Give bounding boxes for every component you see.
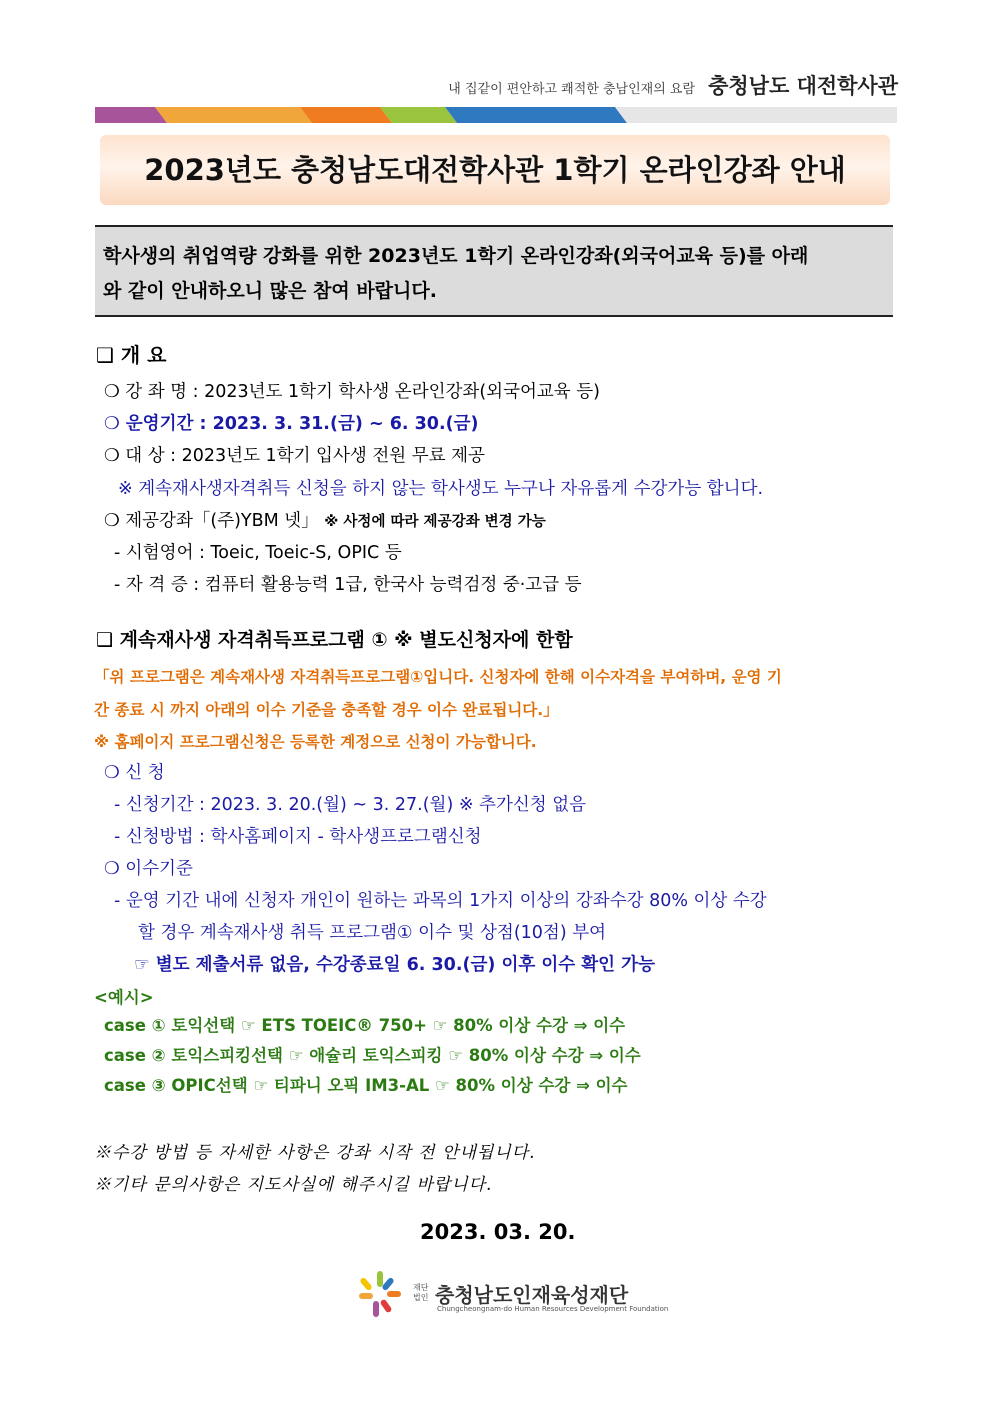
program-notice-1: 「위 프로그램은 계속재사생 자격취득프로그램①입니다. 신청자에 한해 이수자격을 부여하며, 운영 기 (94, 668, 782, 686)
certificates: - 자 격 증 : 컴퓨터 활용능력 1급, 한국사 능력검정 중·고급 등 (114, 575, 582, 595)
example-case-2: case ② 토익스피킹선택 ☞ 애슐리 토익스피킹 ☞ 80% 이상 수강 ⇒ 이수 (104, 1046, 641, 1065)
stripe-2 (155, 107, 312, 123)
intro-line-1: 학사생의 취업역량 강화를 위한 2023년도 1학기 온라인강좌(외국어교육 등)를 아래 (103, 245, 809, 267)
program-heading: ❑ 계속재사생 자격취득프로그램 ① ※ 별도신청자에 한함 (96, 629, 573, 651)
overview-heading: ❑ 개 요 (96, 343, 167, 367)
criteria-line-1: - 운영 기간 내에 신청자 개인이 원하는 과목의 1가지 이상의 강좌수강 80% 이상 수강 (114, 891, 767, 911)
program-notice-3: ※ 홈페이지 프로그램신청은 등록한 계정으로 신청이 가능합니다. (94, 733, 537, 751)
criteria-heading: ❍ 이수기준 (104, 859, 193, 879)
tagline-text: 내 집같이 편안하고 쾌적한 충남인재의 요람 (448, 82, 696, 97)
program-notice-2: 간 종료 시 까지 아래의 이수 기준을 충족할 경우 이수 완료됩니다.」 (94, 701, 559, 719)
target-audience: ❍ 대 상 : 2023년도 1학기 입사생 전원 무료 제공 (104, 446, 485, 466)
logo-name: 충청남도인재육성재단 (435, 1283, 629, 1307)
logo-mark-icon (355, 1269, 405, 1319)
stripe-4 (380, 107, 457, 123)
header-tagline (420, 70, 898, 100)
page-title: 2023년도 충청남도대전학사관 1학기 온라인강좌 안내 (100, 135, 890, 205)
intro-line-2: 와 같이 안내하오니 많은 참여 바랍니다. (103, 280, 437, 302)
apply-method: - 신청방법 : 학사홈페이지 - 학사생프로그램신청 (114, 827, 482, 847)
intro-box (95, 225, 893, 317)
provider-note: ※ 사정에 따라 제공강좌 변경 가능 (324, 514, 546, 530)
course-name: ❍ 강 좌 명 : 2023년도 1학기 학사생 온라인강좌(외국어교육 등) (104, 382, 600, 402)
criteria-note: ☞ 별도 제출서류 없음, 수강종료일 6. 30.(금) 이후 이수 확인 가능 (134, 955, 655, 975)
footer-note-1: ※수강 방법 등 자세한 사항은 강좌 시작 전 안내됩니다. (94, 1143, 536, 1163)
provider-line (104, 508, 546, 535)
example-label: <예시> (94, 988, 154, 1007)
foundation-logo (355, 1265, 669, 1325)
stripe-3 (300, 107, 392, 123)
logo-subtitle: Chungcheongnam-do Human Resources Development Foundation (437, 1305, 669, 1313)
overview-note: ※ 계속재사생자격취득 신청을 하지 않는 학사생도 누구나 자유롭게 수강가능 합니다. (118, 479, 764, 499)
stripe-5 (445, 107, 627, 123)
logo-tag-bottom: 법인 (413, 1293, 429, 1302)
document-date: 2023. 03. 20. (420, 1220, 576, 1244)
stripe-6 (615, 107, 897, 123)
logo-tag (413, 1283, 428, 1303)
provider-text: ❍ 제공강좌「(주)YBM 넷」 (104, 511, 319, 531)
stripe-1 (95, 107, 167, 123)
org-name: 충청남도 대전학사관 (708, 74, 898, 98)
footer-note-2: ※기타 문의사항은 지도사실에 해주시길 바랍니다. (94, 1175, 493, 1195)
exam-english: - 시험영어 : Toeic, Toeic-S, OPIC 등 (114, 543, 402, 563)
apply-heading: ❍ 신 청 (104, 763, 165, 783)
example-case-3: case ③ OPIC선택 ☞ 티파니 오픽 IM3-AL ☞ 80% 이상 수강 ⇒ 이수 (104, 1076, 628, 1095)
apply-period: - 신청기간 : 2023. 3. 20.(월) ~ 3. 27.(월) ※ 추가신청 없음 (114, 795, 587, 815)
criteria-line-2: 할 경우 계속재사생 취득 프로그램① 이수 및 상점(10점) 부여 (138, 923, 607, 943)
example-case-1: case ① 토익선택 ☞ ETS TOEIC® 750+ ☞ 80% 이상 수강 ⇒ 이수 (104, 1016, 626, 1035)
logo-tag-top: 재단 (413, 1283, 429, 1292)
header-stripes (95, 107, 897, 123)
operation-period: ❍ 운영기간 : 2023. 3. 31.(금) ~ 6. 30.(금) (104, 414, 479, 434)
